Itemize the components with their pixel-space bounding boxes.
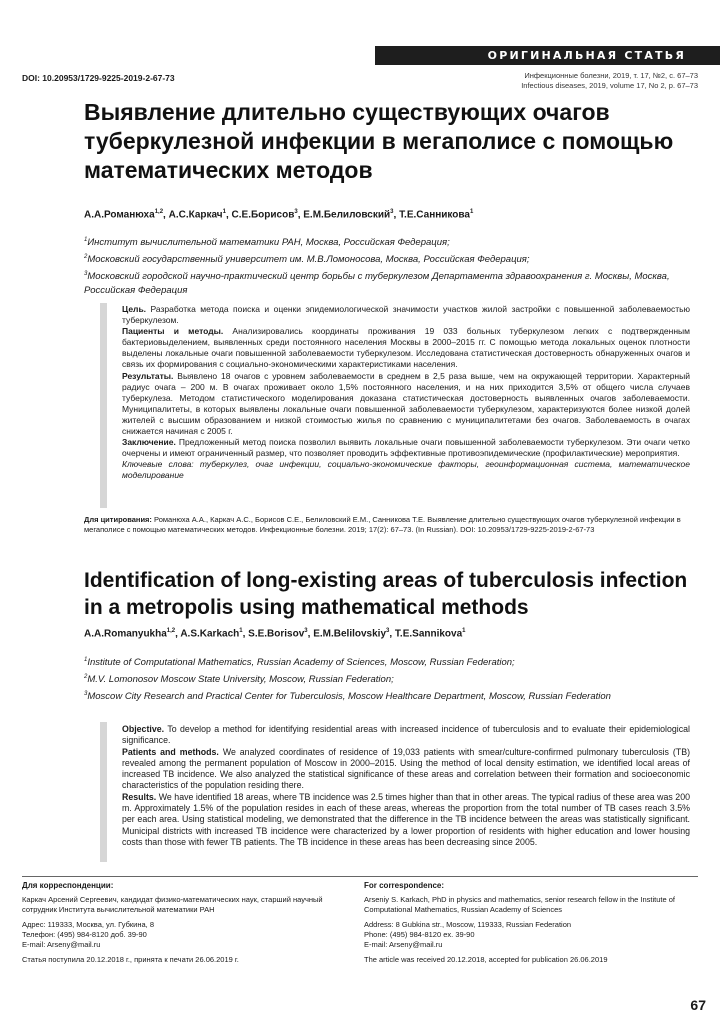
journal-reference (521, 71, 698, 91)
title-ru: Выявление длительно существующих очагов туберкулезной инфекции в мегаполисе с помощью математических методов (84, 99, 674, 183)
correspondence-heading: Для корреспонденции: (22, 881, 114, 890)
correspondence-person: Каркач Арсений Сергеевич, кандидат физико-математических наук, старший научный сотрудник Института вычислительной математики РАН (22, 895, 323, 914)
affiliation: $^3$Московский городской научно-практический центр борьбы с туберкулезом Департамента здравоохранения г. Москвы, Москва, Российская Федерация (84, 271, 670, 297)
affiliation: $^1$Institute of Computational Mathematics, Russian Academy of Sciences, Moscow, Russian Federation; (84, 657, 515, 669)
correspondence-heading: For correspondence: (364, 881, 445, 890)
correspondence-en (364, 881, 684, 965)
citation: Для цитирования: Романюха А.А., Каркач А.С., Борисов С.Е., Белиловский Е.М., Санникова Т.Е. Выявление длительно существующих очагов туберкулезной инфекции в мегаполисе с помощью математических методов. Инфекционные болезни. 2019; 17(2): 67–73. (In Russian). DOI: 10.20953/1729-9225-2019-2-67-73 (84, 515, 681, 534)
abstract-ru-bar (100, 303, 107, 508)
article-dates: Статья поступила 20.12.2018 г., принята к печати 26.06.2019 г. (22, 955, 239, 964)
page-number: 67 (690, 997, 706, 1013)
correspondence-divider (22, 876, 698, 877)
abstract-en (122, 724, 690, 848)
abstract-ru-conclusion: Заключение. Предложенный метод поиска позволил выявить локальные очаги повышенной заболеваемости туберкулезом. Эти очаги четко очерчены и имеют ограниченный размер, что позволяет проводить эффективные противоэпидемические (профилактические) мероприятия. (122, 437, 690, 459)
author: A.A.Romanyukha (84, 628, 167, 640)
article-dates: The article was received 20.12.2018, accepted for publication 26.06.2019 (364, 955, 608, 964)
correspondence-phone: Phone: (495) 984-8120 ex. 39-90 (364, 930, 475, 939)
correspondence-address: Адрес: 119333, Москва, ул. Губкина, 8 (22, 920, 154, 929)
abstract-ru-methods: Пациенты и методы. Анализировались координаты проживания 19 033 больных туберкулезом легких с подтвержденным бактериовыделением, выявленных среди постоянного населения Москвы в 2000–2015 гг. С помощью метода локальных оценок плотности выделены локальные очаги повышенной заболеваемости туберкулезом. Исследована статистическая достоверность обнаруженных очагов и связь их формирования с социально-экономическими характеристиками населения. (122, 326, 690, 370)
affiliations-en (84, 653, 694, 704)
abstract-ru-keywords: Ключевые слова: туберкулез, очаг инфекции, социально-экономические факторы, геоинформационная система, математическое моделирование (122, 459, 690, 481)
author: Т.Е.Санникова (399, 209, 470, 221)
affiliation: $^1$Институт вычислительной математики РАН, Москва, Российская Федерация; (84, 237, 450, 249)
author: Е.М.Белиловский (303, 209, 391, 221)
doi[interactable]: DOI: 10.20953/1729-9225-2019-2-67-73 (22, 73, 175, 83)
author: А.А.Романюха (84, 209, 155, 221)
correspondence-email[interactable]: E-mail: Arseny@mail.ru (22, 940, 101, 949)
abstract-ru-results: Результаты. Выявлено 18 очагов с уровнем заболеваемости в среднем в 2,5 раза выше, чем на окружающей территории. Характерный радиус очага – 200 м. В очагах проживает около 1,5% постоянного населения, и на них приходится 3,5% от общего числа случаев туберкулеза. Методом статистического моделирования доказана статистическая достоверность выявленных очагов заболеваемости. Муниципалитеты, в которых выявлены локальные очаги повышенной заболеваемости туберкулезом, характеризуются более низкой долей жителей с высшим образованием и низкой стоимостью жилья по сравнению с муниципалитетами без очагов. Заболеваемость в очагах снижается начиная с 2005 г. (122, 370, 690, 437)
abstract-ru-goal: Цель. Разработка метода поиска и оценки эпидемиологической значимости участков жилой застройки с повышенной заболеваемостью туберкулезом. (122, 304, 690, 326)
correspondence-address: Address: 8 Gubkina str., Moscow, 119333, Russian Federation (364, 920, 572, 929)
abstract-ru (122, 304, 690, 482)
author: С.Е.Борисов (231, 209, 295, 221)
author: T.E.Sannikova (394, 628, 463, 640)
affiliation: $^2$M.V. Lomonosov Moscow State University, Moscow, Russian Federation; (84, 674, 394, 686)
author: A.S.Karkach (180, 628, 240, 640)
section-banner: ОРИГИНАЛЬНАЯ СТАТЬЯ (375, 46, 720, 65)
abstract-en-bar (100, 722, 107, 862)
correspondence-email[interactable]: E-mail: Arseny@mail.ru (364, 940, 443, 949)
correspondence-ru (22, 881, 342, 965)
title-en: Identification of long-existing areas of tuberculosis infection in a metropolis using mathematical methods (84, 569, 688, 619)
authors-en: A.A.Romanyukha$^{1,2}$, A.S.Karkach$^1$, S.E.Borisov$^3$, E.M.Belilovskiy$^3$, T.E.Sannikova$^1$ (84, 628, 466, 640)
abstract-en-methods: Patients and methods. We analyzed coordinates of residence of 19,033 patients with smear/culture-confirmed pulmonary tuberculosis (TB) revealed among the permanent population of Moscow in 2000–2015. Using the method of local density estimation, we identified local areas of increased TB incidence. We also analyzed the statistical significance of these areas and correlation between their formation and socioeconomic characteristics of the population residing there. (122, 746, 690, 791)
affiliation: $^3$Moscow City Research and Practical Center for Tuberculosis, Moscow Healthcare Department, Moscow, Russian Federation (84, 691, 611, 703)
affiliations-ru (84, 233, 694, 298)
affiliation: $^2$Московский государственный университет им. М.В.Ломоносова, Москва, Российская Федерация; (84, 254, 530, 266)
author: А.С.Каркач (168, 209, 223, 221)
abstract-en-results: Results. We have identified 18 areas, where TB incidence was 2.5 times higher than that in other areas. The typical radius of these area was 200 m. Approximately 1.5% of the population resides in each of these areas, whereas the proportion from the total number of TB cases reach 3.5% per each area. Using statistical modeling, we demonstrated that the difference in the TB incidence between the areas was statistically significant. Municipal districts with increased TB incidence were characterized by a lower proportion of residents with higher education and lower housing costs than those with fewer TB patients. The TB incidence in these areas has been decreasing since 2005. (122, 791, 690, 847)
author: E.M.Belilovskiy (313, 628, 387, 640)
journal-ref-ru: Инфекционные болезни, 2019, т. 17, №2, с. 67–73 (524, 71, 698, 80)
abstract-en-objective: Objective. To develop a method for identifying residential areas with increased incidence of tuberculosis and to evaluate their epidemiological significance. (122, 724, 690, 746)
author: S.E.Borisov (248, 628, 305, 640)
journal-ref-en: Infectious diseases, 2019, volume 17, No 2, p. 67–73 (521, 81, 698, 90)
correspondence-person: Arseniy S. Karkach, PhD in physics and mathematics, senior research fellow in the Institute of Computational Mathematics, Russian Academy of Sciences (364, 895, 675, 914)
authors-ru: А.А.Романюха$^{1,2}$, А.С.Каркач$^1$, С.Е.Борисов$^3$, Е.М.Белиловский$^3$, Т.Е.Санникова$^1$ (84, 209, 474, 221)
correspondence-phone: Телефон: (495) 984-8120 доб. 39-90 (22, 930, 147, 939)
